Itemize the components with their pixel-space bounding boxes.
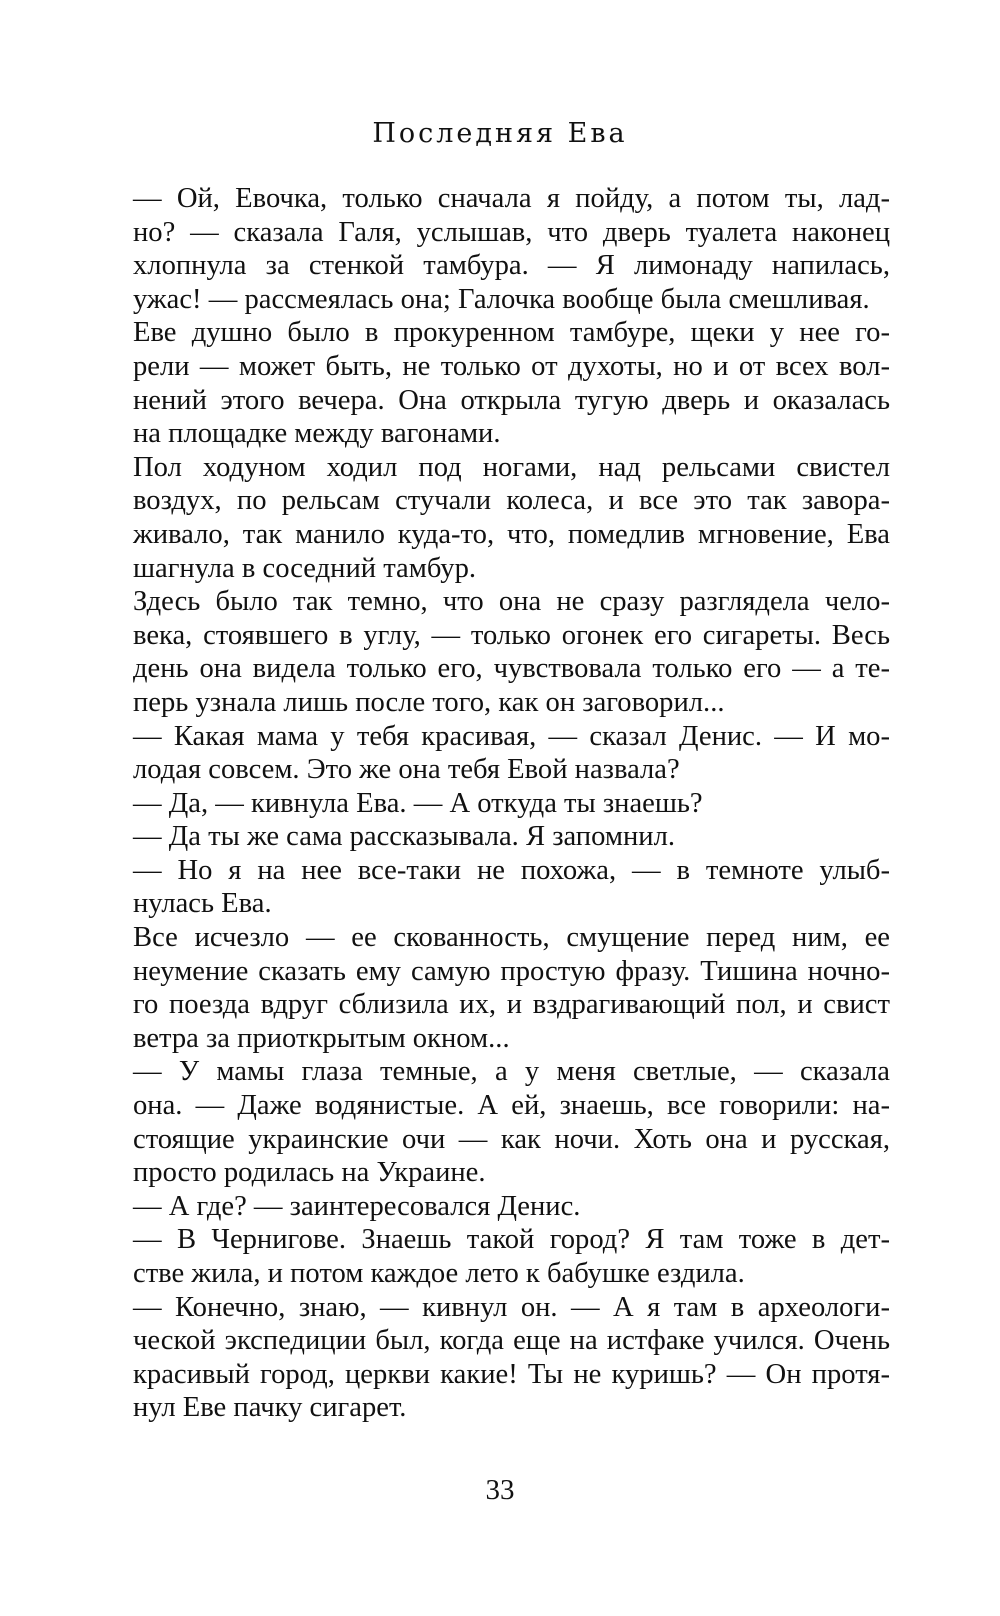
text-line: — Да, — кивнула Ева. — А откуда ты знаешь? xyxy=(133,787,703,819)
paragraph xyxy=(100,585,890,719)
text-line: Еве душно было в прокуренном тамбуре, щеки у нее го- xyxy=(133,317,890,349)
text-line: нул Еве пачку сигарет. xyxy=(133,1392,407,1424)
text-line: хлопнула за стенкой тамбура. — Я лимонаду напилась, xyxy=(133,250,890,282)
text-line: на площадке между вагонами. xyxy=(133,418,501,450)
text-line: рели — может быть, не только от духоты, но и от всех вол- xyxy=(133,350,890,382)
running-header-title: Последняя Ева xyxy=(372,118,628,149)
text-line: но? — сказала Галя, услышав, что дверь туалета наконец xyxy=(133,216,890,248)
text-line: она. — Даже водянистые. А ей, знаешь, все говорили: на- xyxy=(133,1090,890,1122)
text-line: — Да ты же сама рассказывала. Я запомнил. xyxy=(133,821,675,853)
text-line: — В Чернигове. Знаешь такой город? Я там тоже в дет- xyxy=(133,1224,890,1256)
text-line: живало, так манило куда-то, что, помедлив мгновение, Ева xyxy=(133,518,890,550)
text-line: шагнула в соседний тамбур. xyxy=(133,552,477,584)
paragraph xyxy=(100,316,890,450)
text-line: день она видела только его, чувствовала только его — а те- xyxy=(133,653,890,685)
text-line: — Ой, Евочка, только сначала я пойду, а потом ты, лад- xyxy=(133,183,890,214)
text-line: нулась Ева. xyxy=(133,888,272,920)
paragraph xyxy=(100,1190,890,1224)
text-line: Здесь было так темно, что она не сразу разглядела чело- xyxy=(133,586,890,618)
text-line: нений этого вечера. Она открыла тугую дверь и оказалась xyxy=(133,384,890,416)
text-line: стоящие украинские очи — как ночи. Хоть она и русская, xyxy=(133,1123,890,1155)
text-line: красивый город, церкви какие! Ты не куришь? — Он протя- xyxy=(133,1358,890,1390)
text-line: го поезда вдруг сблизила их, и вздрагивающий пол, и свист xyxy=(133,989,890,1021)
body-text xyxy=(100,182,890,1425)
text-line: просто родилась на Украине. xyxy=(133,1157,486,1189)
paragraph xyxy=(100,1291,890,1425)
paragraph xyxy=(100,921,890,1055)
paragraph xyxy=(100,1055,890,1189)
text-line: — Какая мама у тебя красивая, — сказал Денис. — И мо- xyxy=(133,720,890,752)
text-line: ужас! — рассмеялась она; Галочка вообще была смешливая. xyxy=(133,283,870,315)
paragraph xyxy=(100,820,890,854)
paragraph xyxy=(100,854,890,921)
text-line: стве жила, и потом каждое лето к бабушке ездила. xyxy=(133,1258,745,1289)
text-line: века, стоявшего в углу, — только огонек его сигареты. Весь xyxy=(133,619,890,651)
paragraph xyxy=(100,182,890,316)
text-line: ветра за приоткрытым окном... xyxy=(133,1022,510,1054)
text-line: — Конечно, знаю, — кивнул он. — А я там в археологи- xyxy=(133,1291,890,1323)
text-line: перь узнала лишь после того, как он заговорил... xyxy=(133,686,725,718)
text-line: воздух, по рельсам стучали колеса, и все это так завора- xyxy=(133,485,890,517)
text-line: лодая совсем. Это же она тебя Евой назвала? xyxy=(133,754,680,786)
page-number: 33 xyxy=(485,1474,515,1506)
text-line: Пол ходуном ходил под ногами, над рельсами свистел xyxy=(133,451,890,483)
text-line: — У мамы глаза темные, а у меня светлые, — сказала xyxy=(133,1056,890,1088)
text-line: Все исчезло — ее скованность, смущение перед ним, ее xyxy=(133,922,890,954)
paragraph xyxy=(100,1223,890,1290)
paragraph xyxy=(100,451,890,585)
paragraph xyxy=(100,720,890,787)
text-line: неумение сказать ему самую простую фразу. Тишина ночно- xyxy=(133,955,890,987)
paragraph xyxy=(100,787,890,821)
text-line: — Но я на нее все-таки не похожа, — в темноте улыб- xyxy=(133,854,890,886)
text-line: ческой экспедиции был, когда еще на истфаке учился. Очень xyxy=(133,1325,890,1357)
text-line: — А где? — заинтересовался Денис. xyxy=(133,1190,581,1222)
